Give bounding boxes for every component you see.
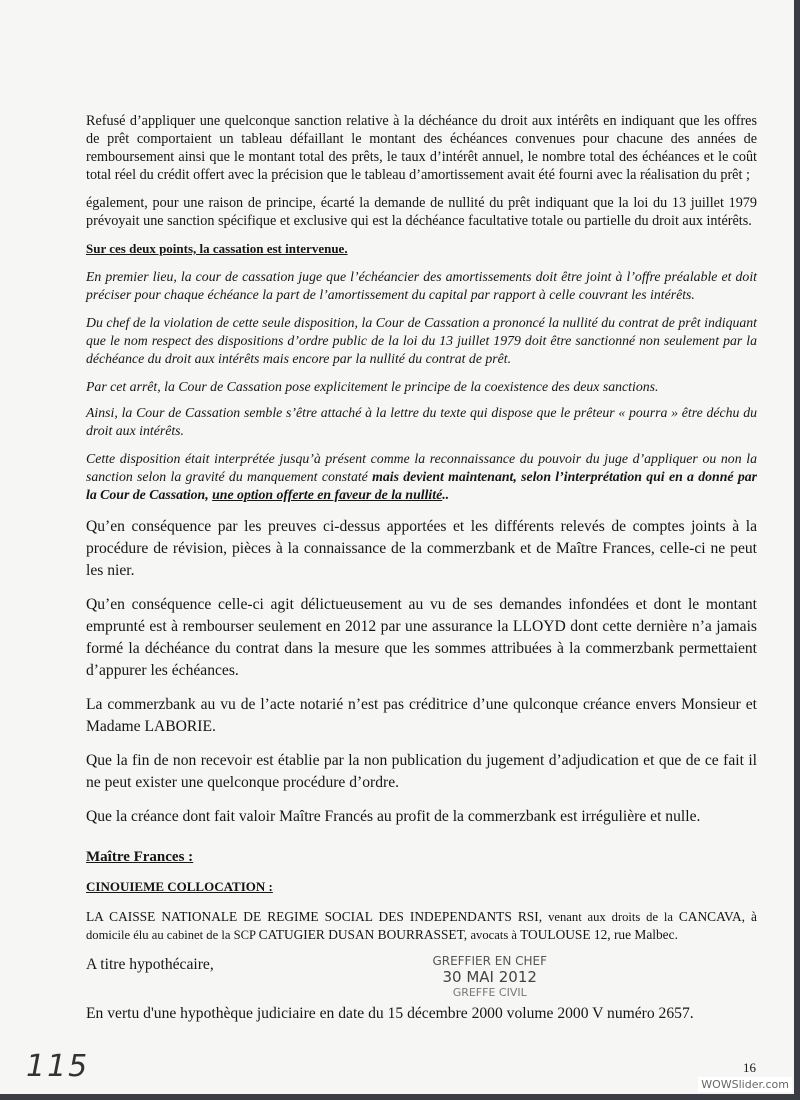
italic-paragraph-1: En premier lieu, la cour de cassation juge que l’échéancier des amortissements doit être joint à l’offre préalable et doit préciser pour chaque échéance la part de l’amortissement du capital par rapport à celle couvrant les intérêts.: [86, 269, 757, 302]
paragraph-egalement: également, pour une raison de principe, écarté la demande de nullité du prêt indiquant que la loi du 13 juillet 1979 prévoyait une sanction spécifique et exclusive qui est la déchéance facultative totale ou partielle du droit aux intérêts.: [86, 195, 757, 229]
paragraph-fin-de-non-recevoir: Que la fin de non recevoir est établie par la non publication du jugement d’adjudication et que de ce fait il ne peut exister une quelconque procédure d’ordre.: [86, 752, 757, 791]
text: domicile élu au cabinet de la SCP: [86, 928, 259, 942]
text: ..: [442, 487, 450, 502]
text: Cette disposition était interprétée jusqu’à présent comme la reconnaissance du pouvoir du juge d’appliquer ou non la sanction selon la gravité du manquement constaté: [86, 451, 757, 484]
bold-text: mais devient maintenant, selon l’interprétation qui en a donné par la Cour de Cassation,: [86, 469, 757, 502]
underlined-bold-text: une option offerte en faveur de la nullité: [212, 487, 443, 502]
paragraph-caisse: [86, 908, 757, 944]
page-number: 16: [743, 1060, 756, 1075]
stamp-date: 30 MAI 2012: [442, 968, 537, 986]
court-stamp: [432, 954, 547, 999]
paragraph-titre-hypothecaire: A titre hypothécaire,: [86, 956, 214, 973]
handwritten-number: 115: [26, 1049, 90, 1084]
paragraph-refus: Refusé d’appliquer une quelconque sanction relative à la déchéance du droit aux intérêts en indiquant que les offres de prêt comportaient un tableau défaillant le montant des échéances convenues pour chacune des années de remboursement ainsi que le montant total des prêts, le taux d’intérêt annuel, le nombre total des échéances et le coût total réel du crédit offert avec la précision que le tableau d’amortissement avait été fourni avec la réalisation du prêt ;: [86, 113, 757, 183]
document-body: [86, 112, 757, 1025]
paragraph-consequence-1: Qu’en conséquence par les preuves ci-dessus apportées et les différents relevés de comptes joints à la procédure de révision, pièces à la connaissance de la commerzbank et de Maître Frances, celle-ci ne peut les nier.: [86, 518, 757, 579]
paragraph-commerzbank: La commerzbank au vu de l’acte notarié n’est pas créditrice d’une qulconque créance envers Monsieur et Madame LABORIE.: [86, 696, 757, 735]
stamp-greffe: GREFFE CIVIL: [452, 986, 527, 999]
italic-paragraph-2: Du chef de la violation de cette seule disposition, la Cour de Cassation a prononcé la nullité du contrat de prêt indiquant que le nom respect des dispositions d’ordre public de la loi du 13 juillet 1979 doit être sanctionné non seulement par la déchéance du droit aux intérêts mais encore par la nullité du contrat de prêt.: [86, 315, 757, 366]
paragraph-consequence-2: Qu’en conséquence celle-ci agit délictueusement au vu de ses demandes infondées et dont le montant emprunté est à rembourser seulement en 2012 par une assurance la LLOYD dont cette dernière n’a jamais formé la déchéance du contrat dans la mesure que les sommes attribuées à la commerzbank permettaient d’appurer les échéances.: [86, 596, 757, 679]
text: avocats à: [470, 928, 521, 942]
text: CATUGIER DUSAN BOURRASSET,: [258, 927, 471, 942]
text: LA CAISSE NATIONALE DE REGIME SOCIAL DES INDEPENDANTS RSI,: [86, 909, 549, 924]
heading-collocation: CINOUIEME COLLOCATION :: [86, 879, 273, 894]
watermark: WOWSlider.com: [698, 1077, 792, 1092]
text: CANCAVA, à: [678, 909, 757, 924]
hypothecaire-row: [86, 954, 757, 999]
italic-paragraph-3: Par cet arrêt, la Cour de Cassation pose explicitement le principe de la coexistence des deux sanctions.: [86, 379, 659, 394]
italic-paragraph-4: Ainsi, la Cour de Cassation semble s’être attaché à la lettre du texte qui dispose que le prêteur « pourra » être déchu du droit aux intérêts.: [86, 405, 757, 438]
stamp-greffier: GREFFIER EN CHEF: [432, 954, 547, 968]
heading-maitre-frances: Maître Frances :: [86, 849, 194, 865]
paragraph-hypotheque: En vertu d'une hypothèque judiciaire en date du 15 décembre 2000 volume 2000 V numéro 2657.: [86, 1005, 694, 1022]
text: venant aux droits de la: [548, 910, 679, 924]
scan-border-bottom: [0, 1094, 800, 1100]
italic-paragraph-5: [86, 450, 757, 504]
paragraph-creance: Que la créance dont fait valoir Maître Francés au profit de la commerzbank est irrégulière et nulle.: [86, 808, 701, 825]
text: TOULOUSE 12, rue Malbec.: [520, 927, 678, 942]
scan-border-right: [794, 0, 800, 1100]
heading-cassation: Sur ces deux points, la cassation est intervenue.: [86, 241, 348, 256]
